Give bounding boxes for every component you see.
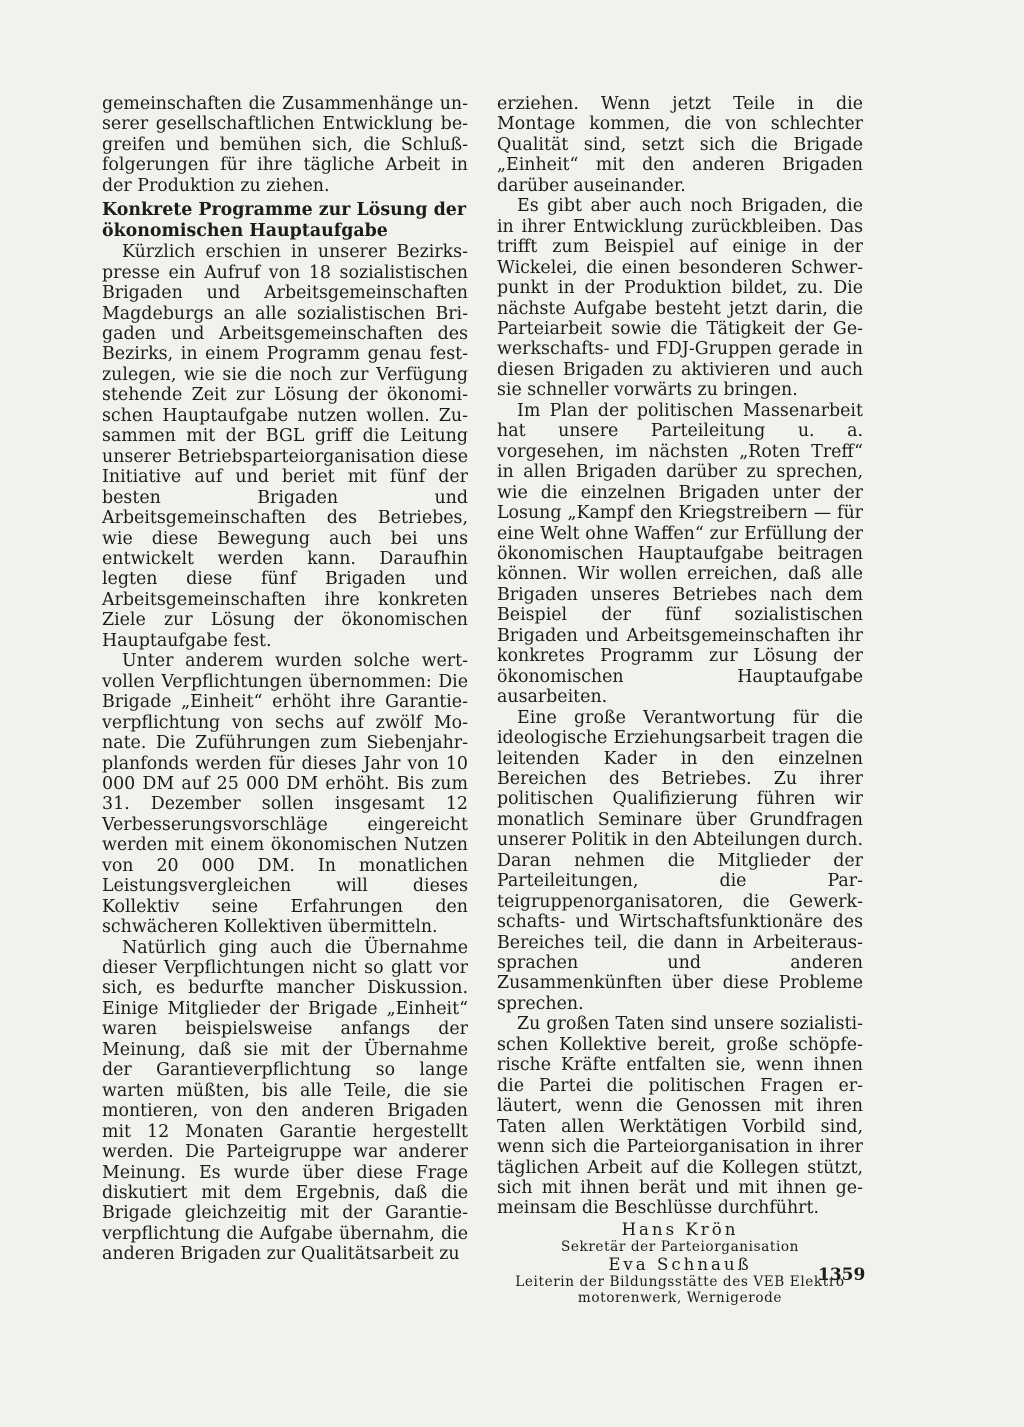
author-name-2: Eva Schnauß [608,1255,752,1275]
author-role-1: Sekretär der Parteiorganisation [560,1238,800,1255]
left-column [102,94,468,1265]
signature-block [497,1219,866,1307]
paragraph-verpflichtungen: Unter anderem wurden solche wertvollen Verpflichtungen übernommen: Die Brigade „Einheit“ erhöht ihre Garantieverpflichtung von sechs auf zwölf Monate. Die Zuführungen zum Siebenjahrplanfonds werden für dieses Jahr von 10 000 DM auf 25 000 DM erhöht. Bis zum 31. Dezember sollen insgesamt 12 Verbesserungsvorschläge eingereicht werden mit einem ökonomischen Nutzen von 20 000 DM. In monatlichen Leistungsvergleichen will dieses Kollektiv seine Erfahrungen den schwächeren Kollektiven übermitteln. [102,651,468,938]
intro-paragraph: gemeinschaften die Zusammenhänge unserer gesellschaftlichen Entwicklung begreifen und bemühen sich, die Schlußfolgerungen für ihre tägliche Arbeit in der Produktion zu ziehen. [102,94,468,196]
paragraph-brigaden: Es gibt aber auch noch Brigaden, die in ihrer Entwicklung zurückbleiben. Das trifft zum Beispiel auf einige in der Wickelei, die einen besonderen Schwerpunkt in der Produktion bildet, zu. Die nächste Aufgabe besteht jetzt darin, die Parteiarbeit sowie die Tätigkeit der Gewerkschafts- und FDJ-Gruppen gerade in diesen Brigaden zu aktivieren und auch sie schneller vorwärts zu bringen. [497,196,863,401]
paragraph-massenarbeit: Im Plan der politischen Massenarbeit hat unsere Parteileitung u. a. vorgesehen, im nächsten „Roten Treff“ in allen Brigaden darüber zu sprechen, wie die einzelnen Brigaden unter der Losung „Kampf den Kriegstreibern — für eine Welt ohne Waffen“ zur Erfüllung der ökonomischen Hauptaufgabe beitragen können. Wir wollen erreichen, daß alle Brigaden unseres Betriebes nach dem Beispiel der fünf sozialistischen Brigaden und Arbeitsgemeinschaften ihr konkretes Programm zur Lösung der ökonomischen Hauptaufgabe ausarbeiten. [497,400,863,708]
paragraph-taten: Zu großen Taten sind unsere sozialistischen Kollektive bereit, große schöpferische Kräfte entfalten sie, wenn ihnen die Partei die politischen Fragen erläutert, wenn die Genossen mit ihren Taten allen Werktätigen Vorbild sind, wenn sich die Parteiorganisation in ihrer täglichen Arbeit auf die Kollegen stützt, sich mit ihnen berät und mit ihnen gemeinsam die Beschlüsse durchführt. [497,1014,863,1219]
paragraph-diskussion: Natürlich ging auch die Übernahme dieser Verpflichtungen nicht so glatt vor sich, es bedurfte mancher Diskussion. Einige Mitglieder der Brigade „Einheit“ waren beispielsweise anfangs der Meinung, daß sie mit der Übernahme der Garantieverpflichtung so lange warten müßten, bis alle Teile, die sie montieren, von den anderen Brigaden mit 12 Monaten Garantie hergestellt werden. Die Parteigruppe war anderer Meinung. Es wurde über diese Frage diskutiert mit dem Ergebnis, daß die Brigade gleichzeitig mit der Garantieverpflichtung die Aufgabe übernahm, die anderen Brigaden zur Qualitätsarbeit zu [102,937,468,1265]
continuation-paragraph: erziehen. Wenn jetzt Teile in die Montage kommen, die von schlechter Qualität sind, setzt sich die Brigade „Einheit“ mit den anderen Brigaden darüber auseinander. [497,94,863,196]
author-role-2b: motorenwerk, Wernigerode [577,1289,783,1306]
author-role-2a: Leiterin der Bildungsstätte des VEB Elektro [515,1274,845,1291]
page-number: 1359 [818,1265,866,1285]
right-column [497,94,866,1306]
author-name-1: Hans Krön [621,1219,739,1239]
paragraph-aufruf: Kürzlich erschien in unserer Bezirkspresse ein Aufruf von 18 sozialistischen Brigaden und Arbeitsgemeinschaften Magdeburgs an alle sozialistischen Brigaden und Arbeitsgemeinschaften des Bezirks, in einem Programm genau festzulegen, wie sie die noch zur Verfügung stehende Zeit zur Lösung der ökonomischen Hauptaufgabe nutzen wollen. Zusammen mit der BGL griff die Leitung unserer Betriebsparteiorganisation diese Initiative auf und beriet mit fünf der besten Brigaden und Arbeitsgemeinschaften des Betriebes, wie diese Bewegung auch bei uns entwickelt werden kann. Daraufhin legten diese fünf Brigaden und Arbeitsgemeinschaften ihre konkreten Ziele zur Lösung der ökonomischen Hauptaufgabe fest. [102,242,468,651]
paragraph-verantwortung: Eine große Verantwortung für die ideologische Erziehungsarbeit tragen die leitenden Kader in den einzelnen Bereichen des Betriebes. Zu ihrer politischen Qualifizierung führen wir monatlich Seminare über Grundfragen unserer Politik in den Abteilungen durch. Daran nehmen die Mitglieder der Parteileitungen, die Parteigruppenorganisatoren, die Gewerkschafts- und Wirtschaftsfunktionäre des Bereiches teil, die dann in Arbeiteraussprachen und anderen Zusammenkünften über diese Probleme sprechen. [497,707,863,1014]
section-heading: Konkrete Programme zur Lösung der ökonomischen Hauptaufgabe [102,200,466,241]
